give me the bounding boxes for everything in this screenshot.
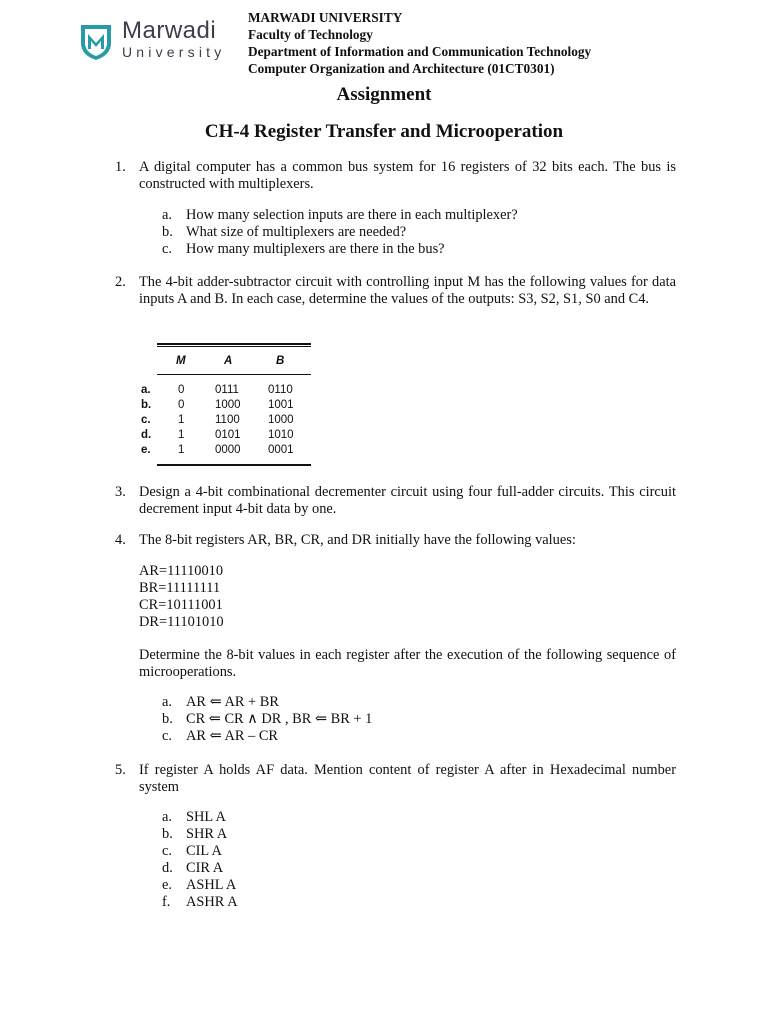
q1-item-text: What size of multiplexers are needed? bbox=[186, 224, 407, 240]
table-cell-b: 0110 bbox=[268, 384, 293, 396]
q5-item-label: e. bbox=[162, 877, 172, 893]
q5-item-label: f. bbox=[162, 894, 171, 910]
q1-item-text: How many selection inputs are there in each multiplexer? bbox=[186, 207, 518, 223]
table-row-label: a. bbox=[141, 384, 151, 396]
table-cell-a: 0111 bbox=[215, 384, 239, 396]
table-cell-a: 1100 bbox=[215, 414, 240, 426]
university-logo bbox=[78, 18, 238, 62]
q1-item-label: b. bbox=[162, 224, 173, 240]
table-cell-a: 0101 bbox=[215, 429, 241, 441]
table-cell-m: 1 bbox=[178, 429, 185, 441]
page-title: Assignment bbox=[336, 84, 432, 105]
register-value: AR=11110010 bbox=[139, 563, 224, 579]
question-4-number: 4. bbox=[115, 532, 126, 548]
table-header-rule bbox=[157, 374, 311, 375]
register-value: BR=11111111 bbox=[139, 580, 221, 596]
table-cell-m: 0 bbox=[178, 399, 185, 411]
register-value: DR=11101010 bbox=[139, 614, 224, 630]
q5-item-label: b. bbox=[162, 826, 173, 842]
q5-item-label: c. bbox=[162, 843, 172, 859]
logo-sub: University bbox=[122, 44, 226, 60]
header-department: Department of Information and Communication Technology bbox=[248, 44, 592, 59]
q5-item-text: SHR A bbox=[186, 826, 228, 842]
table-header-a: A bbox=[224, 355, 233, 367]
q1-item-text: How many multiplexers are there in the bus? bbox=[186, 241, 445, 257]
header-faculty: Faculty of Technology bbox=[248, 27, 373, 42]
q5-item-text: SHL A bbox=[186, 809, 226, 825]
shield-logo-icon bbox=[78, 21, 114, 61]
table-header-m: M bbox=[176, 355, 186, 367]
q5-item-text: CIR A bbox=[186, 860, 224, 876]
q4-item-text: AR ⇐ AR + BR bbox=[186, 694, 279, 710]
q4-item-label: b. bbox=[162, 711, 173, 727]
question-4-instructions: Determine the 8-bit values in each register after the execution of the following sequence of microoperations. bbox=[139, 647, 676, 680]
q5-item-label: d. bbox=[162, 860, 173, 876]
q5-item-label: a. bbox=[162, 809, 172, 825]
q5-item-text: ASHL A bbox=[186, 877, 237, 893]
q5-item-text: CIL A bbox=[186, 843, 222, 859]
question-1-number: 1. bbox=[115, 159, 126, 175]
header-university: MARWADI UNIVERSITY bbox=[248, 10, 403, 25]
table-cell-a: 0000 bbox=[215, 444, 241, 456]
question-3-number: 3. bbox=[115, 484, 126, 500]
question-2-text: The 4-bit adder-subtractor circuit with controlling input M has the following values for data inputs A and B. In each case, determine the values of the outputs: S3, S2, S1, S0 and C4. bbox=[139, 274, 676, 307]
table-cell-a: 1000 bbox=[215, 399, 241, 411]
question-2-number: 2. bbox=[115, 274, 126, 290]
table-row-label: e. bbox=[141, 444, 151, 456]
table-top-rule bbox=[157, 343, 311, 345]
table-header-b: B bbox=[276, 355, 285, 367]
register-value: CR=10111001 bbox=[139, 597, 223, 613]
q1-item-label: a. bbox=[162, 207, 172, 223]
question-5-number: 5. bbox=[115, 762, 126, 778]
document-header bbox=[248, 9, 591, 77]
chapter-title: CH-4 Register Transfer and Microoperation bbox=[204, 121, 564, 142]
table-cell-m: 1 bbox=[178, 444, 185, 456]
table-row-label: b. bbox=[141, 399, 152, 411]
table-row-label: c. bbox=[141, 414, 151, 426]
question-4-text: The 8-bit registers AR, BR, CR, and DR initially have the following values: bbox=[139, 532, 576, 548]
logo-brand: Marwadi bbox=[122, 17, 217, 44]
table-top-rule-2 bbox=[157, 346, 311, 347]
table-bottom-rule bbox=[157, 464, 311, 466]
table-cell-m: 1 bbox=[178, 414, 185, 426]
table-cell-m: 0 bbox=[178, 384, 185, 396]
table-cell-b: 0001 bbox=[268, 444, 294, 456]
table-cell-b: 1000 bbox=[268, 414, 294, 426]
question-5-text: If register A holds AF data. Mention content of register A after in Hexadecimal number system bbox=[139, 762, 676, 795]
q4-item-label: a. bbox=[162, 694, 172, 710]
table-cell-b: 1001 bbox=[268, 399, 294, 411]
q4-item-label: c. bbox=[162, 728, 172, 744]
table-cell-b: 1010 bbox=[268, 429, 294, 441]
q4-item-text: AR ⇐ AR – CR bbox=[186, 728, 279, 744]
q1-item-label: c. bbox=[162, 241, 172, 257]
question-3-text: Design a 4-bit combinational decrementer circuit using four full-adder circuits. This circuit decrement input 4-bit data by one. bbox=[139, 484, 676, 517]
table-row-label: d. bbox=[141, 429, 152, 441]
header-course: Computer Organization and Architecture (01CT0301) bbox=[248, 61, 555, 76]
q4-item-text: CR ⇐ CR ∧ DR , BR ⇐ BR + 1 bbox=[186, 711, 373, 727]
question-1-text: A digital computer has a common bus system for 16 registers of 32 bits each. The bus is constructed with multiplexers. bbox=[139, 159, 676, 192]
q5-item-text: ASHR A bbox=[186, 894, 238, 910]
